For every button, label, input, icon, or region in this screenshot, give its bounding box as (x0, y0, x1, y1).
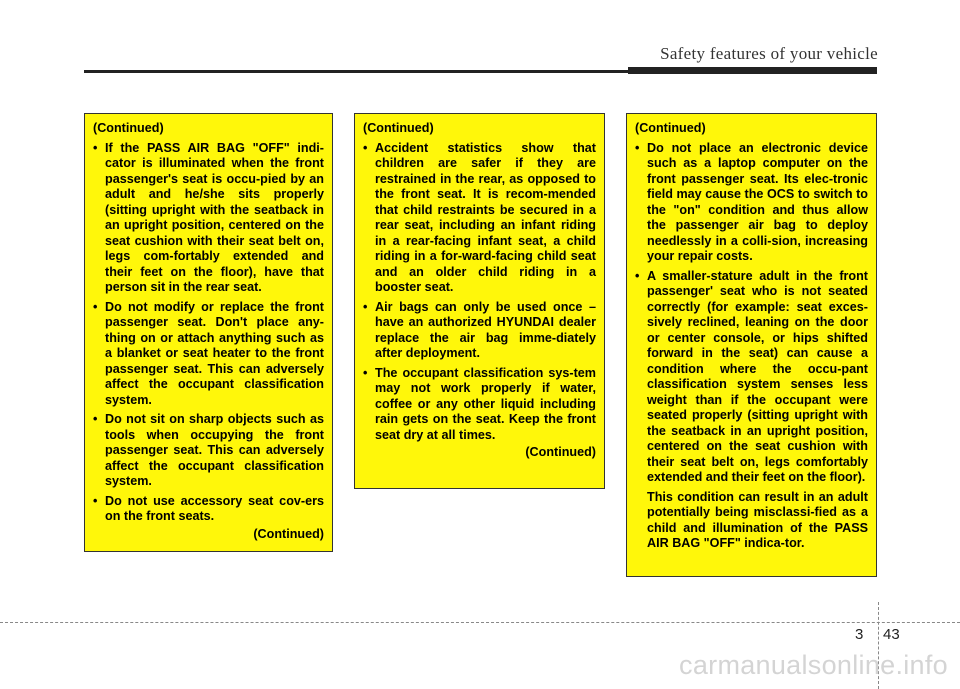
bullet-item: • If the PASS AIR BAG "OFF" indi-cator is illuminated when the front passenger's seat is occu-pied by an adult and he/she sits properly (sitting upright with the seatback in an upright position, centered on the seat cushion with their seat belt on, legs com-fortably extended and their feet on the floor), have that person sit in the rear seat. (93, 141, 324, 296)
continued-label: (Continued) (253, 526, 324, 541)
bullet-item: • Do not place an electronic device such as a laptop computer on the front passenger seat. Its elec-tronic field may cause the OCS to switch to the "on" condition and thus allow the passenger air bag to deploy needlessly in a colli-sion, increasing your repair costs. (635, 141, 868, 265)
page-header-title: Safety features of your vehicle (660, 44, 878, 63)
bullet-item: • Do not sit on sharp objects such as tools when occupying the front passenger seat. This can adversely affect the occupant classification system. (93, 412, 324, 490)
warning-box-2 (354, 113, 605, 489)
continued-label: (Continued) (93, 121, 164, 135)
bullet-item: • A smaller-stature adult in the front passenger' seat who is not seated correctly (for example: seat exces-sively reclined, leaning on the door or center console, or hips shifted forward in the seat) can cause a condition where the occu-pant classification system senses less weight than if the occupant were seated properly (sitting upright with the seatback in an upright position, centered on the seat cushion with their seat belt on, legs comfortably extended and their feet on the floor). (635, 269, 868, 486)
bullet-item: • Air bags can only be used once – have an authorized HYUNDAI dealer replace the air bag imme-diately after deployment. (363, 300, 596, 362)
continued-label: (Continued) (363, 121, 434, 135)
page-number: 43 (883, 626, 900, 643)
bullet-item: • Do not use accessory seat cov-ers on the front seats. (93, 494, 324, 525)
bullet-item: • The occupant classification sys-tem may not work properly if water, coffee or any other liquid including rain gets on the seat. Keep the front seat dry at all times. (363, 366, 596, 444)
paragraph: This condition can result in an adult potentially being misclassi-fied as a child and illumination of the PASS AIR BAG "OFF" indica-tor. (647, 489, 868, 550)
footer-divider (0, 622, 960, 623)
continued-label: (Continued) (525, 445, 596, 459)
warning-box-3 (626, 113, 877, 577)
bullet-item: • Do not modify or replace the front passenger seat. Don't place any-thing on or attach anything such as a blanket or seat heater to the front passenger seat. This can adversely affect the occupant classification system. (93, 300, 324, 409)
section-number: 3 (855, 626, 864, 643)
bullet-item: • Accident statistics show that children are safer if they are restrained in the rear, as opposed to the front seat. It is recom-mended that child restraints be secured in a rear seat, including an infant riding in a rear-facing infant seat, a child riding in a for-ward-facing child seat and an older child riding in a booster seat. (363, 141, 596, 296)
watermark: carmanualsonline.info (679, 650, 948, 680)
warning-box-1 (84, 113, 333, 552)
header-rule-accent (628, 67, 877, 74)
continued-label: (Continued) (635, 121, 706, 135)
